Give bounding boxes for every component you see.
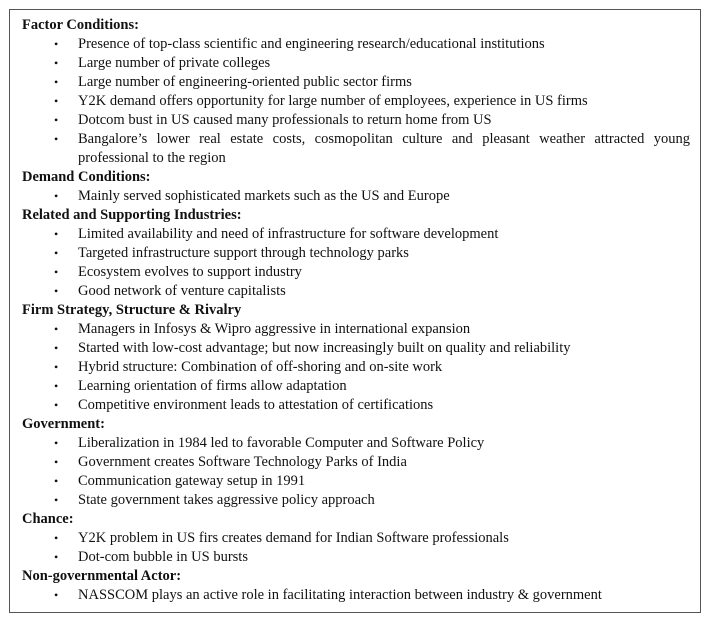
list-item: [22, 491, 690, 510]
list-item: [22, 130, 690, 168]
list-item-text: Competitive environment leads to attestation of certifications: [78, 397, 434, 413]
list-item-text: Large number of private colleges: [78, 55, 271, 71]
list-item-text: Managers in Infosys & Wipro aggressive in international expansion: [78, 321, 471, 337]
list-chance: [22, 529, 690, 567]
list-non-governmental-actor: [22, 586, 690, 605]
section-heading-non-governmental-actor: Non-governmental Actor:: [22, 568, 182, 584]
list-item: [22, 187, 690, 206]
bullet-icon: •: [54, 246, 59, 260]
list-item: [22, 320, 690, 339]
list-demand-conditions: [22, 187, 690, 206]
bullet-icon: •: [54, 379, 59, 393]
list-item: [22, 282, 690, 301]
bullet-icon: •: [54, 56, 59, 70]
bullet-icon: •: [54, 398, 59, 412]
list-item: [22, 586, 690, 605]
list-item: [22, 453, 690, 472]
document-box: [9, 9, 701, 613]
bullet-icon: •: [54, 474, 59, 488]
list-item-text: Government creates Software Technology Parks of India: [78, 454, 407, 470]
bullet-icon: •: [54, 341, 59, 355]
list-item: [22, 339, 690, 358]
list-item: [22, 472, 690, 491]
list-item: [22, 35, 690, 54]
list-item: [22, 434, 690, 453]
list-item-text: Liberalization in 1984 led to favorable Computer and Software Policy: [78, 435, 485, 451]
bullet-icon: •: [54, 189, 59, 203]
bullet-icon: •: [54, 455, 59, 469]
list-item-text: Y2K demand offers opportunity for large number of employees, experience in US firms: [78, 93, 588, 109]
list-item: [22, 73, 690, 92]
section-heading-government: Government:: [22, 416, 105, 432]
bullet-icon: •: [54, 493, 59, 507]
section-heading-related-supporting-industries: Related and Supporting Industries:: [22, 207, 242, 223]
list-factor-conditions: [22, 35, 690, 168]
bullet-icon: •: [54, 531, 59, 545]
list-item-text: Learning orientation of firms allow adaptation: [78, 378, 347, 394]
list-item: [22, 529, 690, 548]
list-item-text: Started with low-cost advantage; but now increasingly built on quality and reliability: [78, 340, 571, 356]
list-item-text: Targeted infrastructure support through technology parks: [78, 245, 409, 261]
bullet-icon: •: [54, 132, 59, 146]
list-item: [22, 54, 690, 73]
list-government: [22, 434, 690, 510]
list-item-text: Bangalore’s lower real estate costs, cosmopolitan culture and pleasant weather attracted young professional to the region: [78, 131, 690, 166]
bullet-icon: •: [54, 113, 59, 127]
list-item-text: Dot-com bubble in US bursts: [78, 549, 248, 565]
list-item: [22, 111, 690, 130]
section-heading-firm-strategy: Firm Strategy, Structure & Rivalry: [22, 302, 242, 318]
bullet-icon: •: [54, 284, 59, 298]
list-item: [22, 92, 690, 111]
list-item-text: Communication gateway setup in 1991: [78, 473, 306, 489]
bullet-icon: •: [54, 360, 59, 374]
section-heading-chance: Chance:: [22, 511, 74, 527]
list-item-text: Ecosystem evolves to support industry: [78, 264, 302, 280]
bullet-icon: •: [54, 75, 59, 89]
list-firm-strategy: [22, 320, 690, 415]
list-item: [22, 225, 690, 244]
list-item: [22, 377, 690, 396]
bullet-icon: •: [54, 588, 59, 602]
bullet-icon: •: [54, 550, 59, 564]
bullet-icon: •: [54, 265, 59, 279]
bullet-icon: •: [54, 227, 59, 241]
list-item-text: NASSCOM plays an active role in facilitating interaction between industry & government: [78, 587, 602, 603]
list-item-text: Limited availability and need of infrastructure for software development: [78, 226, 499, 242]
bullet-icon: •: [54, 37, 59, 51]
list-item-text: Presence of top-class scientific and engineering research/educational institutions: [78, 36, 545, 52]
list-item: [22, 244, 690, 263]
list-item-text: Mainly served sophisticated markets such as the US and Europe: [78, 188, 450, 204]
section-heading-factor-conditions: Factor Conditions:: [22, 17, 139, 33]
list-item-text: Large number of engineering-oriented public sector firms: [78, 74, 412, 90]
bullet-icon: •: [54, 322, 59, 336]
list-item-text: Good network of venture capitalists: [78, 283, 286, 299]
list-item-text: Dotcom bust in US caused many professionals to return home from US: [78, 112, 492, 128]
list-item-text: State government takes aggressive policy approach: [78, 492, 375, 508]
bullet-icon: •: [54, 94, 59, 108]
section-heading-demand-conditions: Demand Conditions:: [22, 169, 151, 185]
list-related-supporting-industries: [22, 225, 690, 301]
list-item: [22, 396, 690, 415]
bullet-icon: •: [54, 436, 59, 450]
list-item: [22, 358, 690, 377]
list-item: [22, 263, 690, 282]
list-item-text: Hybrid structure: Combination of off-shoring and on-site work: [78, 359, 443, 375]
list-item: [22, 548, 690, 567]
list-item-text: Y2K problem in US firs creates demand for Indian Software professionals: [78, 530, 509, 546]
